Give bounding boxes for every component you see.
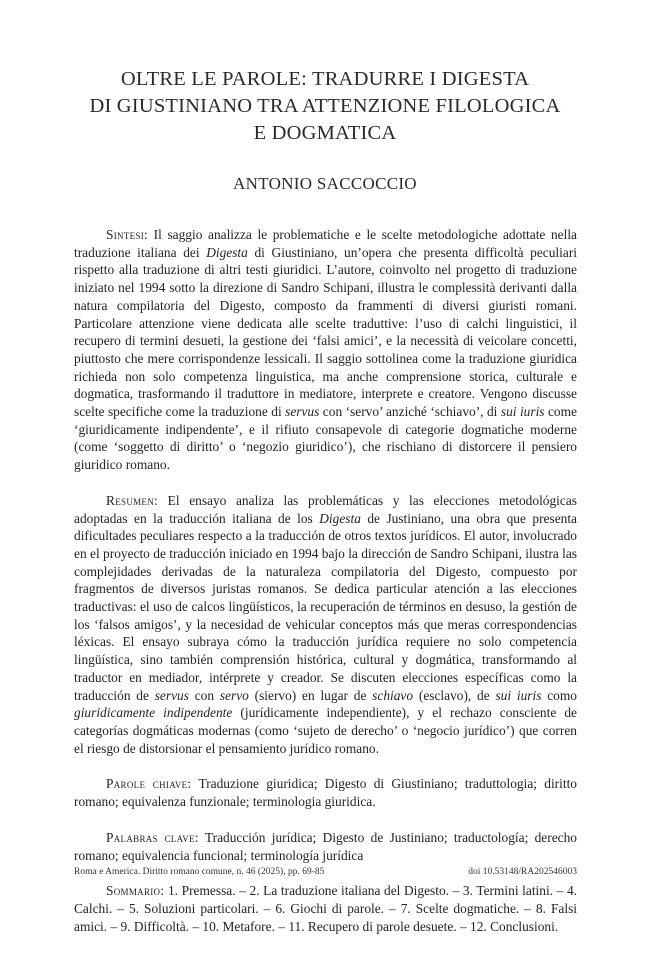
palabras-clave-paragraph [74, 829, 577, 864]
article-title [60, 66, 590, 147]
resumen-italic-term: Digesta [319, 510, 361, 526]
sintesi-italic-term: servus [285, 404, 320, 420]
sintesi-text: Il saggio analizza le problematiche e le scelte metodologiche adottate nella traduzione italiana dei [74, 227, 577, 260]
resumen-text: (siervo) en lugar de [248, 687, 373, 703]
parole-chiave-text: Traduzione giuridica; Digesto di Giustiniano; traduttologia; diritto romano; equivalenza funzionale; terminologia giuridica. [74, 776, 577, 810]
resumen-text: de Justiniano, una obra que presenta dificultades peculiares respecto a la traducción de otros textos jurídicos. El autor, involucrado en el proyecto de traducción iniciado en 1994 bajo la dirección de Sandro Schipani, ilustra las complejidades derivadas de la naturaleza compilatoria del Digesto, compuesto por fragmentos de diversos juristas romanos. Se dedica particular atención a las elecciones traductivas: el uso de calcos lingüísticos, la recuperación de términos en desuso, la gestión de los ‘falsos amigos’, y la necesidad de vehicular conceptos más que meras correspondencias léxicas. El ensayo subraya cómo la traducción jurídica requiere no solo competencia lingüística, sino también comprensión histórica, cultural y dogmática, transformando al traductor en mediador, intérprete y creador. Se discuten elecciones específicas como la traducción de [74, 510, 577, 703]
resumen-text: con [188, 687, 220, 703]
journal-citation: Roma e America. Diritto romano comune, n. 46 (2025), pp. 69-85 [74, 867, 325, 877]
resumen-italic-term: schiavo [372, 687, 414, 703]
sintesi-italic-term: sui iuris [500, 404, 545, 420]
title-line-1: OLTRE LE PAROLE: TRADURRE I DIGESTA [120, 68, 530, 90]
article-body [74, 226, 577, 953]
author-name: ANTONIO SACCOCCIO [233, 174, 417, 193]
resumen-text: (jurídicamente independiente), y el rechazo consciente de categorías dogmáticas modernas (como ‘sujeto de derecho’ o ‘negocio jurídico’) que corren el riesgo de distorsionar el pensamiento jurídico romano. [74, 705, 577, 756]
sommario-text: 1. Premessa. – 2. La traduzione italiana del Digesto. – 3. Termini latini. – 4. Calchi. – 5. Soluzioni particolari. – 6. Giochi di parole. – 7. Scelte dogmatiche. – 8. Falsi amici. – 9. Difficoltà. – 10. Metafore. – 11. Recupero di parole desuete. – 12. Conclusioni. [74, 883, 577, 934]
palabras-clave-label: Palabras clave: [106, 829, 199, 845]
resumen-italic-term: servus [154, 687, 189, 703]
resumen-text: El ensayo analiza las problemáticas y las elecciones metodológicas adoptadas en la traducción italiana de los [74, 492, 577, 526]
resumen-text: como [541, 687, 577, 703]
page-footer [74, 867, 577, 877]
parole-chiave-paragraph [74, 775, 577, 810]
palabras-clave-text: Traducción jurídica; Digesto de Justiniano; traductología; derecho romano; equivalencia funcional; terminología jurídica [74, 829, 577, 863]
resumen-label: Resumen: [106, 492, 159, 508]
resumen-italic-term: sui iuris [495, 687, 542, 703]
sintesi-paragraph [74, 226, 577, 474]
title-line-3: E DOGMATICA [253, 122, 397, 144]
sommario-label: Sommario: [106, 883, 165, 899]
sintesi-text: di Giustiniano, un’opera che presenta difficoltà peculiari rispetto alla traduzione di altri testi giuridici. L’autore, coinvolto nel progetto di traduzione iniziato nel 1994 sotto la direzione di Sandro Schipani, illustra le complessità derivanti dalla natura compilatoria del Digesto, composto da frammenti di diversi giuristi romani. Particolare attenzione viene dedicata alle scelte traduttive: l’uso di calchi linguistici, il recupero di termini desueti, la gestione dei ‘falsi amici’, e la necessità di veicolare concetti, piuttosto che mere corrispondenze lessicali. Il saggio sottolinea come la traduzione giuridica richieda non solo competenza linguistica, ma anche comprensione storica, culturale e dogmatica, trasformando il traduttore in mediatore, interprete e creatore. Vengono discusse scelte specifiche come la traduzione di [74, 244, 577, 420]
sommario-paragraph [74, 882, 577, 935]
sintesi-label: Sintesi: [106, 227, 149, 242]
resumen-italic-term: servo [219, 687, 249, 703]
resumen-italic-term: giuridicamente indipendente [74, 705, 233, 721]
sintesi-text: con ‘servo’ anziché ‘schiavo’, di [319, 404, 501, 420]
resumen-text: (esclavo), de [413, 687, 496, 703]
sintesi-italic-term: Digesta [206, 244, 248, 260]
resumen-paragraph [74, 492, 577, 758]
sintesi-text: come ‘giuridicamente indipendente’, e il rifiuto consapevole di categorie dogmatiche moderne (come ‘soggetto di diritto’ o ‘negozio giuridico’), che rischiano di distorcere il pensiero giuridico romano. [74, 404, 577, 473]
doi-label: doi 10.53148/RA202546003 [468, 867, 577, 877]
title-line-2: DI GIUSTINIANO TRA ATTENZIONE FILOLOGICA [89, 95, 561, 117]
parole-chiave-label: Parole chiave: [106, 776, 192, 792]
